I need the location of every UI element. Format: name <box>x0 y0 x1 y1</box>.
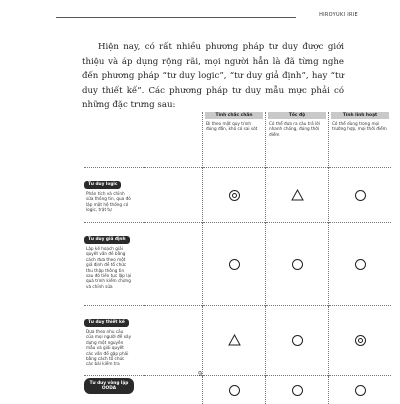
triangle-icon <box>291 189 304 201</box>
column-title: Tính chắc chắn <box>205 112 263 119</box>
header-author: HIROYUKI IRIE <box>319 12 358 18</box>
intro-paragraph <box>82 40 344 113</box>
mark-cell <box>203 223 266 306</box>
column-title: Tốc độ <box>268 112 326 119</box>
table-row-logic <box>84 168 391 223</box>
page-number: 9 <box>0 371 400 378</box>
mark-cell <box>266 223 329 306</box>
double-circle-icon <box>355 335 366 346</box>
table-row-design <box>84 306 391 376</box>
mark-cell <box>203 306 266 376</box>
circle-icon <box>292 385 303 396</box>
table-header-row <box>84 112 391 168</box>
row-label <box>84 168 144 223</box>
row-name-badge: Tư duy vòng lặp OODA <box>84 378 134 394</box>
row-label <box>84 223 144 306</box>
mark-cell <box>266 168 329 223</box>
circle-icon <box>292 259 303 270</box>
table-corner <box>84 112 144 168</box>
table-corner-desc <box>144 112 203 168</box>
column-desc: Có thể đưa ra câu trả lời nhanh chóng, đúng thời điểm <box>268 119 326 167</box>
comparison-table <box>84 112 391 404</box>
column-desc: Có thể dùng trong mọi trường hợp, mọi thời điểm <box>331 119 389 167</box>
circle-icon <box>229 259 240 270</box>
row-label <box>84 306 144 376</box>
row-spacer <box>144 306 203 376</box>
row-spacer <box>144 168 203 223</box>
mark-cell <box>329 223 392 306</box>
mark-cell <box>329 168 392 223</box>
column-desc: Đi theo một quy trình đúng đắn, khó có sai sót <box>205 119 263 167</box>
row-spacer <box>144 223 203 306</box>
column-title: Tính linh hoạt <box>331 112 389 119</box>
mark-cell <box>329 306 392 376</box>
circle-icon <box>229 385 240 396</box>
row-name-badge: Tư duy logic <box>84 181 121 189</box>
row-name-badge: Tư duy thiết kế <box>84 319 129 327</box>
triangle-icon <box>228 334 241 346</box>
column-header-speed <box>266 112 329 168</box>
header-rule <box>56 17 296 18</box>
circle-icon <box>355 259 366 270</box>
mark-cell <box>266 306 329 376</box>
row-desc: Phân tích và chỉnh sửa thông tin, qua đó lập một hệ thống có logic, trật tự <box>84 189 138 215</box>
column-header-flexibility <box>329 112 392 168</box>
circle-icon <box>355 190 366 201</box>
table-row-hypothesis <box>84 223 391 306</box>
mark-cell <box>203 168 266 223</box>
row-desc: Dựa theo nhu cầu của mọi người để xây dựng một nguyên mẫu và giải quyết các vấn đề gặp phải bằng cách tổ chức các bài kiểm tra <box>84 327 138 369</box>
column-header-certainty <box>203 112 266 168</box>
running-header <box>56 12 358 21</box>
row-name-badge: Tư duy giả định <box>84 236 130 244</box>
intro-text: Hiện nay, có rất nhiều phương pháp tư duy được giới thiệu và áp dụng rộng rãi, mọi người hẳn là đã từng nghe đến phương pháp “tư duy logic”, “tư duy giả định”, hay “tư duy thiết kế”. Các phương pháp tư duy mẫu mực phải có những đặc trưng sau: <box>82 40 344 113</box>
circle-icon <box>292 335 303 346</box>
double-circle-icon <box>229 190 240 201</box>
circle-icon <box>355 385 366 396</box>
row-desc: Lập kế hoạch giải quyết vấn đề bằng cách đưa theo một giả định đề tổ chức thu thập thông tin sau đó tiến tục lặp lại quá trình kiểm chứng và chỉnh sửa <box>84 244 138 291</box>
